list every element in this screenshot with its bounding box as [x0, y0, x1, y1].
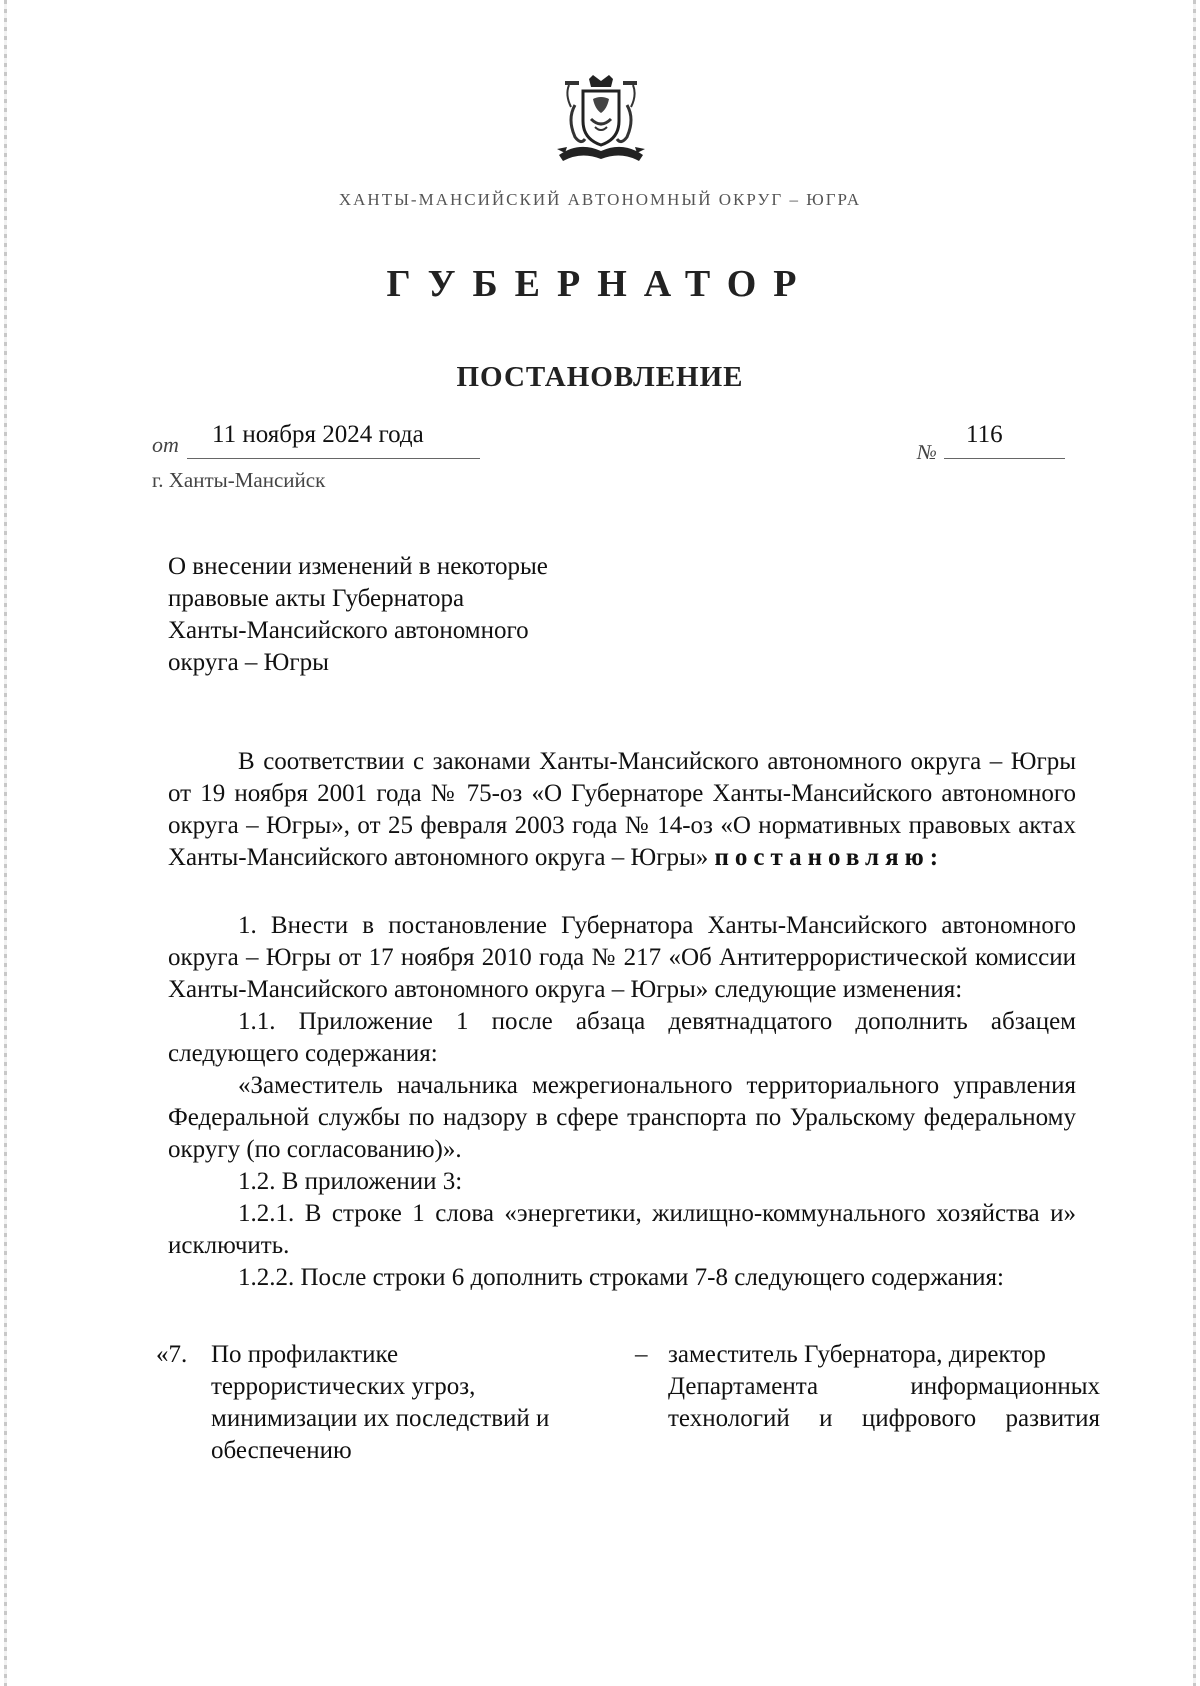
number-prefix: №	[917, 440, 937, 464]
preamble-text: В соответствии с законами Ханты-Мансийского автономного округа – Югры от 19 ноября 2001 года № 75-оз «О Губернаторе Ханты-Мансийского автономного округа – Югры», от 25 февраля 2003 года № 14-оз «О нормативных правовых актах Ханты-Мансийского автономного округа – Югры»	[168, 748, 1076, 871]
table-left-line: обеспечению	[211, 1437, 352, 1464]
subject-line: Ханты-Мансийского автономного	[168, 617, 529, 644]
table-dash: –	[635, 1341, 648, 1368]
preamble-paragraph	[168, 746, 1076, 874]
paragraph-1-2-1: 1.2.1. В строке 1 слова «энергетики, жилищно-коммунального хозяйства и» исключить.	[168, 1200, 1076, 1259]
resolve-word: постановляю:	[714, 844, 945, 871]
scan-edge-right	[1193, 0, 1196, 1686]
governor-heading: ГУБЕРНАТОР	[386, 263, 814, 305]
table-left-line: По профилактике	[211, 1341, 399, 1368]
city-line: г. Ханты-Мансийск	[152, 468, 326, 492]
document-date: 11 ноября 2024 года	[212, 421, 424, 448]
subject-line: правовые акты Губернатора	[168, 585, 465, 612]
table-left-line: минимизации их последствий и	[211, 1405, 550, 1432]
subject-line: округа – Югры	[168, 649, 329, 676]
scan-edge-left	[4, 0, 7, 1686]
paragraph-1-1: 1.1. Приложение 1 после абзаца девятнадцатого дополнить абзацем следующего содержания:	[168, 1008, 1076, 1067]
document-type-heading: ПОСТАНОВЛЕНИЕ	[456, 361, 744, 393]
table-left-cell	[211, 1339, 611, 1467]
table-row-number: «7.	[156, 1341, 188, 1368]
document-subject	[168, 551, 728, 679]
region-title: ХАНТЫ-МАНСИЙСКИЙ АВТОНОМНЫЙ ОКРУГ – ЮГРА	[338, 190, 862, 209]
table-right-line: технологий и цифрового развития	[668, 1405, 1100, 1432]
paragraph-1-2-2: 1.2.2. После строки 6 дополнить строками 7-8 следующего содержания:	[238, 1264, 1004, 1291]
subject-line: О внесении изменений в некоторые	[168, 553, 548, 580]
paragraph-1: 1. Внести в постановление Губернатора Ханты-Мансийского автономного округа – Югры от 17 ноября 2010 года № 217 «Об Антитеррористической комиссии Ханты-Мансийского автономного округа – Югры» следующие изменения:	[168, 912, 1076, 1003]
table-right-cell	[668, 1339, 1100, 1435]
paragraph-1-2: 1.2. В приложении 3:	[238, 1168, 463, 1195]
table-right-line: Департамента информационных	[668, 1373, 1100, 1400]
document-body	[168, 746, 1076, 1294]
document-number: 116	[966, 421, 1003, 448]
coat-of-arms-icon	[555, 75, 647, 167]
paragraph-1-1-quote: «Заместитель начальника межрегионального территориального управления Федеральной службы по надзору в сфере транспорта по Уральскому федеральному округу (по согласованию)».	[168, 1072, 1076, 1163]
table-right-line: заместитель Губернатора, директор	[668, 1341, 1046, 1368]
number-underline	[944, 458, 1065, 459]
date-prefix: от	[152, 432, 179, 457]
table-left-line: террористических угроз,	[211, 1373, 476, 1400]
date-underline	[187, 458, 480, 459]
